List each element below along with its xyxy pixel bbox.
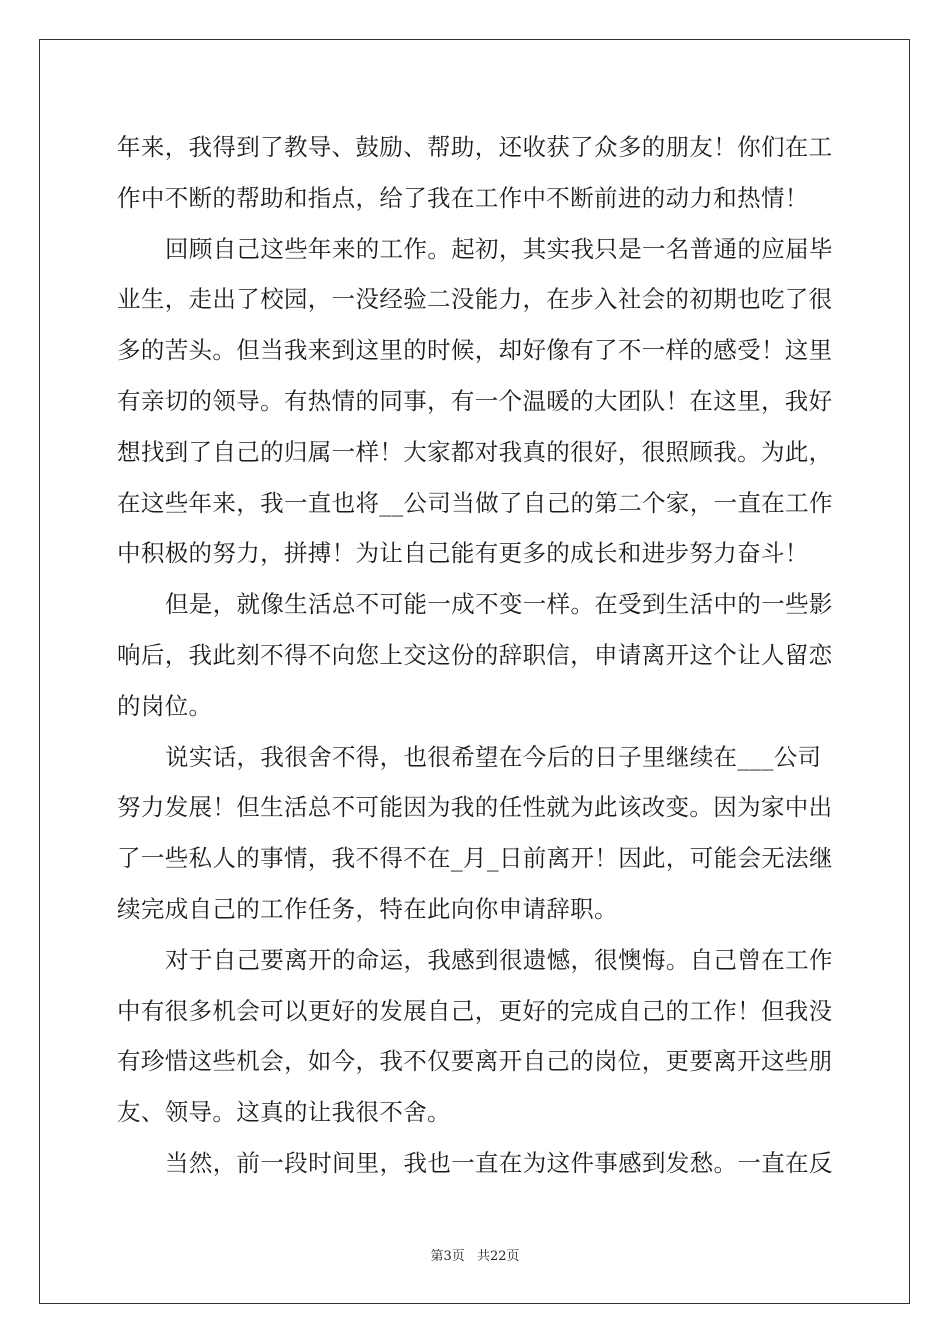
text-line: 回顾自己这些年来的工作。起初，其实我只是一名普通的应届毕 xyxy=(165,234,833,263)
text-line: 说实话，我很舍不得，也很希望在今后的日子里继续在___公司 xyxy=(165,742,822,771)
text-line: 当然，前一段时间里，我也一直在为这件事感到发愁。一直在反 xyxy=(165,1148,833,1177)
page-footer xyxy=(0,1245,950,1264)
text-line: 续完成自己的工作任务，特在此向你申请辞职。 xyxy=(117,894,618,923)
text-line: 友、领导。这真的让我很不舍。 xyxy=(117,1098,451,1127)
text-line: 在这些年来，我一直也将__公司当做了自己的第二个家，一直在工作 xyxy=(117,488,833,517)
text-line: 对于自己要离开的命运，我感到很遗憾，很懊悔。自己曾在工作 xyxy=(165,945,833,974)
text-line: 中积极的努力，拼搏！为让自己能有更多的成长和进步努力奋斗！ xyxy=(117,539,809,568)
text-line: 了一些私人的事情，我不得不在_月_日前离开！因此，可能会无法继 xyxy=(117,844,833,873)
text-line: 多的苦头。但当我来到这里的时候，却好像有了不一样的感受！这里 xyxy=(117,336,833,365)
document-body xyxy=(117,122,837,1189)
page-total: 共22页 xyxy=(476,1249,520,1264)
text-line: 中有很多机会可以更好的发展自己，更好的完成自己的工作！但我没 xyxy=(117,996,833,1025)
text-line: 业生，走出了校园，一没经验二没能力，在步入社会的初期也吃了很 xyxy=(117,285,833,314)
text-line: 作中不断的帮助和指点，给了我在工作中不断前进的动力和热情！ xyxy=(117,183,809,212)
text-line: 响后，我此刻不得不向您上交这份的辞职信，申请离开这个让人留恋 xyxy=(117,640,833,669)
page-number: 第3页 xyxy=(430,1249,465,1264)
text-line: 有亲切的领导。有热情的同事，有一个温暖的大团队！在这里，我好 xyxy=(117,386,833,415)
text-line: 的岗位。 xyxy=(117,691,213,720)
text-line: 想找到了自己的归属一样！大家都对我真的很好，很照顾我。为此， xyxy=(117,437,833,466)
text-line: 但是，就像生活总不可能一成不变一样。在受到生活中的一些影 xyxy=(165,590,833,619)
text-line: 年来，我得到了教导、鼓励、帮助，还收获了众多的朋友！你们在工 xyxy=(117,133,833,161)
text-line: 有珍惜这些机会，如今，我不仅要离开自己的岗位，更要离开这些朋 xyxy=(117,1047,833,1076)
text-line: 努力发展！但生活总不可能因为我的任性就为此该改变。因为家中出 xyxy=(117,793,833,822)
